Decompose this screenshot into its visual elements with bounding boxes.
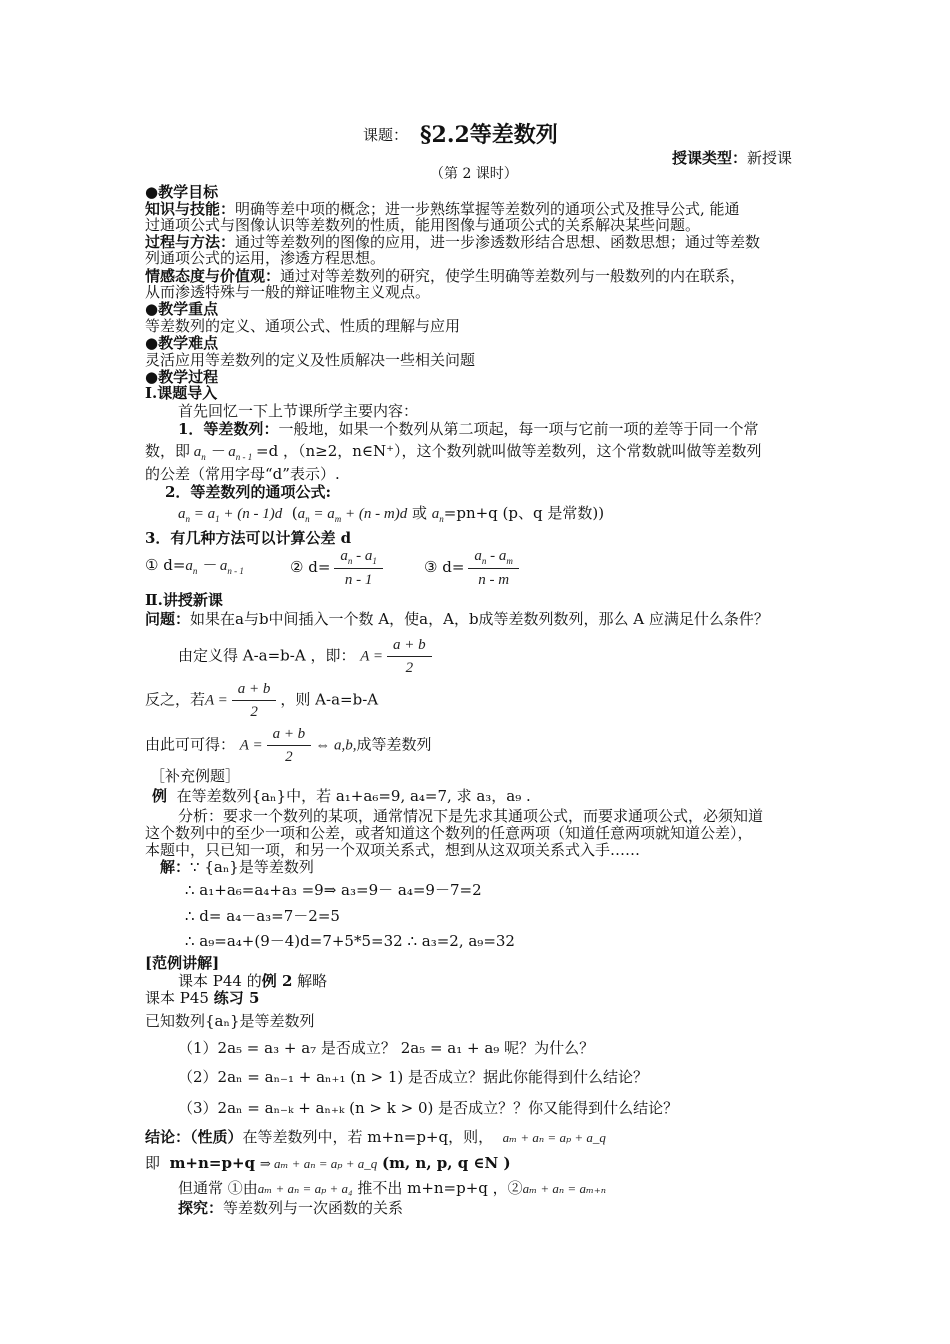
process-line-1: 过程与方法：通过等差数列的图像的应用，进一步渗透数形结合思想、函数思想；通过等差数 <box>145 233 761 251</box>
derivation-line-2: 反之，若A = $\frac{a + b}{2}$ ，则 A-a=b-A <box>145 681 379 720</box>
emotion-line-1: 情感态度与价值观：通过对等差数列的研究，使学生明确等差数列与一般数列的内在联系， <box>145 267 746 285</box>
section-intro-heading: Ⅰ.课题导入 <box>145 384 218 402</box>
emotion-line-2: 从而渗透特殊与一般的辩证唯物主义观点。 <box>145 283 431 301</box>
process-line-2: 列通项公式的运用，渗透方程思想。 <box>145 249 386 267</box>
method-1: ① $d=a_n - a_{n - 1}$ <box>145 556 244 576</box>
knowledge-line-2: 过通项公式与图像认识等差数列的性质，能用图像与通项公式的关系解决某些问题。 <box>145 216 701 234</box>
exercise-question-3: （3）2aₙ = aₙ₋ₖ + aₙ₊ₖ (n > k > 0) 是否成立？？你又能得到什么结论？ <box>178 1099 679 1117</box>
explore-line: 探究：等差数列与一次函数的关系 <box>178 1199 404 1217</box>
solution-line-3: ∴ d= a₄－a₃=7－2=5 <box>185 907 340 925</box>
known-sequence-line: 已知数列{aₙ}是等差数列 <box>145 1012 315 1030</box>
key-points-text: 等差数列的定义、通项公式、性质的理解与应用 <box>145 317 461 335</box>
title-prefix: 课题： <box>363 126 409 144</box>
analysis-line-3: 本题中，只已知一项，和另一个双项关系式，想到从这双项关系式入手…… <box>145 841 641 859</box>
method-3: ③ d= $\frac{a_n - a_m}{n - m}$ <box>424 547 523 589</box>
objectives-heading: ●教学目标 <box>145 183 219 201</box>
method-2: ② d= $\frac{a_n - a_1}{n - 1}$ <box>290 547 387 589</box>
textbook-example-line: 课本 P44 的例 2 解略 <box>178 972 328 990</box>
page-title: §2.2等差数列 <box>420 122 558 148</box>
solution-line-1: 解：∵ {aₙ}是等差数列 <box>160 858 314 876</box>
textbook-exercise-line: 课本 P45 练习 5 <box>145 989 260 1007</box>
formula-heading: 2．等差数列的通项公式: <box>165 483 331 501</box>
solution-line-4: ∴ a₉=a₄+(9－4)d=7+5*5=32 ∴ a₃=2, a₉=32 <box>185 932 515 950</box>
example-heading: ［补充例题］ <box>150 767 241 785</box>
methods-heading: 3．有几种方法可以计算公差 d <box>145 529 352 547</box>
caveat-line: 但通常 ①由aₘ + aₙ = aₚ + a₄ 推不出 m+n=p+q ，②aₘ + aₙ = aₘ₊ₙ <box>178 1179 607 1197</box>
example-problem: 例 在等差数列{aₙ}中，若 a₁+a₆=9, a₄=7, 求 a₃，a₉ . <box>152 787 531 805</box>
general-term-formula: $a_n = a_1 + (n - 1)d$ ($a_n = a_m + (n - m)d$ 或 $a_n=pn+q$ (p、q 是常数)) <box>178 504 605 524</box>
key-points-heading: ●教学重点 <box>145 300 219 318</box>
solution-line-2: ∴ a₁+a₆=a₄+a₃ =9⇒ a₃=9－ a₄=9－7=2 <box>185 881 482 899</box>
difficulties-text: 灵活应用等差数列的定义及性质解决一些相关问题 <box>145 351 476 369</box>
question-line: 问题：如果在a与b中间插入一个数 A，使a，A，b成等差数列数列，那么 A 应满足什么条件？ <box>145 610 769 628</box>
analysis-line-1: 分析：要求一个数列的某项，通常情况下是先求其通项公式，而要求通项公式，必须知道 <box>178 807 764 825</box>
difficulties-heading: ●教学难点 <box>145 334 219 352</box>
derivation-line-3: 由此可可得： A = $\frac{a + b}{2}$ ⇔ a,b,成等差数列 <box>145 726 432 765</box>
derivation-line-1: 由定义得 A-a=b-A ，即： A = $\frac{a + b}{2}$ <box>178 636 436 677</box>
definition-line-1: 1．等差数列：一般地，如果一个数列从第二项起，每一项与它前一项的差等于同一个常 <box>178 420 759 438</box>
session-number: （第 2 课时） <box>430 166 518 182</box>
worked-heading: [范例讲解] <box>145 954 220 972</box>
analysis-line-2: 这个数列中的至少一项和公差，或者知道这个数列的任意两项（知道任意两项就知道公差）， <box>145 824 753 842</box>
lesson-type: 授课类型：新授课 <box>672 149 793 167</box>
exercise-question-1: （1）2a₅ = a₃ + a₇ 是否成立？ 2a₅ = a₁ + a₉ 呢？为什么？ <box>178 1039 595 1057</box>
definition-line-2: 数，即 $a_n - a_{n - 1} =d$ ，（n≥2，n∈N⁺），这个数列就叫做等差数列，这个常数就叫做等差数列 <box>145 442 762 462</box>
property-statement: 即 m+n=p+q ⇒ aₘ + aₙ = aₚ + a_q (m, n, p, q ∈N ) <box>145 1154 511 1172</box>
definition-line-3: 的公差（常用字母“d”表示）. <box>145 465 340 483</box>
section-new-lesson-heading: Ⅱ.讲授新课 <box>145 591 223 609</box>
knowledge-line-1: 知识与技能：明确等差中项的概念；进一步熟练掌握等差数列的通项公式及推导公式, 能通 <box>145 200 740 218</box>
conclusion-line: 结论：（性质）在等差数列中，若 m+n=p+q，则， aₘ + aₙ = aₚ + a_q <box>145 1128 606 1146</box>
process-heading: ●教学过程 <box>145 368 219 386</box>
recall-text: 首先回忆一下上节课所学主要内容： <box>178 402 419 420</box>
exercise-question-2: （2）2aₙ = aₙ₋₁ + aₙ₊₁ (n > 1) 是否成立？据此你能得到什么结论？ <box>178 1068 649 1086</box>
